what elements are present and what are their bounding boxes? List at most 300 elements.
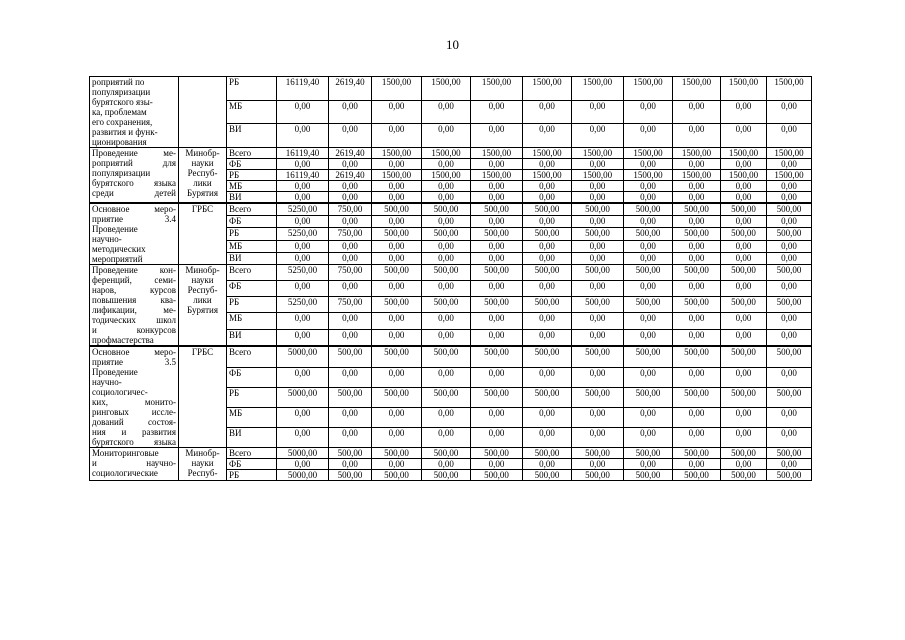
year-value-cell: 1500,00 [624,170,673,181]
year-value-cell: 0,00 [372,240,422,252]
year-value-cell: 0,00 [372,252,422,264]
funding-source-cell: ВИ [227,252,277,264]
year-value-cell: 0,00 [572,192,624,204]
year-value-cell: 0,00 [767,159,812,170]
year-value-cell: 500,00 [372,297,422,313]
total-value-cell: 0,00 [277,159,329,170]
total-value-cell: 0,00 [277,459,329,470]
year-value-cell: 1500,00 [572,148,624,159]
executor-cell [179,77,227,148]
year-value-cell: 0,00 [471,216,523,228]
year-value-cell: 500,00 [471,387,523,407]
year-value-cell: 0,00 [422,159,471,170]
total-value-cell: 0,00 [277,329,329,346]
year-value-cell: 0,00 [721,216,767,228]
year-value-cell: 2619,40 [329,77,372,101]
year-value-cell: 500,00 [329,346,372,367]
funding-source-cell: ФБ [227,459,277,470]
year-value-cell: 0,00 [329,124,372,148]
funding-source-cell: Всего [227,203,277,216]
funding-source-cell: МБ [227,407,277,427]
year-value-cell: 500,00 [329,387,372,407]
total-value-cell: 0,00 [277,240,329,252]
year-value-cell: 500,00 [523,387,572,407]
year-value-cell: 0,00 [372,100,422,124]
year-value-cell: 0,00 [767,407,812,427]
year-value-cell: 0,00 [523,192,572,204]
year-value-cell: 500,00 [523,297,572,313]
year-value-cell: 0,00 [523,367,572,387]
year-value-cell: 1500,00 [767,148,812,159]
year-value-cell: 0,00 [572,240,624,252]
year-value-cell: 1500,00 [471,148,523,159]
year-value-cell: 500,00 [471,203,523,216]
activity-name-cell: Мониторинговые и научно- социологические [90,448,179,481]
year-value-cell: 500,00 [422,265,471,281]
year-value-cell: 500,00 [523,470,572,481]
total-value-cell: 0,00 [277,427,329,447]
year-value-cell: 0,00 [372,459,422,470]
year-value-cell: 0,00 [372,281,422,297]
year-value-cell: 0,00 [673,100,721,124]
year-value-cell: 0,00 [329,240,372,252]
year-value-cell: 0,00 [372,427,422,447]
total-value-cell: 16119,40 [277,170,329,181]
year-value-cell: 0,00 [673,459,721,470]
year-value-cell: 0,00 [673,407,721,427]
year-value-cell: 500,00 [372,265,422,281]
year-value-cell: 0,00 [572,159,624,170]
page-number: 10 [446,37,459,52]
year-value-cell: 500,00 [673,297,721,313]
total-value-cell: 0,00 [277,367,329,387]
year-value-cell: 0,00 [721,159,767,170]
year-value-cell: 1500,00 [523,170,572,181]
total-value-cell: 5250,00 [277,203,329,216]
funding-source-cell: ФБ [227,159,277,170]
year-value-cell: 0,00 [523,427,572,447]
year-value-cell: 0,00 [721,252,767,264]
year-value-cell: 750,00 [329,297,372,313]
year-value-cell: 500,00 [767,228,812,240]
year-value-cell: 500,00 [624,448,673,459]
table-body [90,77,812,481]
year-value-cell: 0,00 [329,367,372,387]
year-value-cell: 500,00 [422,228,471,240]
year-value-cell: 0,00 [624,216,673,228]
year-value-cell: 500,00 [372,387,422,407]
year-value-cell: 500,00 [572,297,624,313]
year-value-cell: 1500,00 [471,77,523,101]
year-value-cell: 0,00 [523,407,572,427]
total-value-cell: 0,00 [277,281,329,297]
funding-source-cell: Всего [227,148,277,159]
year-value-cell: 0,00 [673,181,721,192]
funding-source-cell: Всего [227,448,277,459]
funding-source-cell: РБ [227,228,277,240]
year-value-cell: 1500,00 [721,170,767,181]
funding-source-cell: МБ [227,181,277,192]
year-value-cell: 0,00 [329,407,372,427]
funding-source-cell: ФБ [227,216,277,228]
funding-source-cell: МБ [227,313,277,329]
year-value-cell: 500,00 [572,228,624,240]
year-value-cell: 0,00 [624,329,673,346]
total-value-cell: 0,00 [277,313,329,329]
year-value-cell: 0,00 [523,281,572,297]
year-value-cell: 500,00 [673,203,721,216]
year-value-cell: 0,00 [523,240,572,252]
year-value-cell: 0,00 [673,367,721,387]
year-value-cell: 0,00 [372,407,422,427]
year-value-cell: 500,00 [721,470,767,481]
activity-name-cell: роприятий по популяризации бурятского язы- ка, проблемам его сохранения, развития и функ- ционирования [90,77,179,148]
year-value-cell: 500,00 [624,265,673,281]
activity-name-cell: Основное меро- приятие 3.4 Проведение научно- методических мероприятий [90,203,179,265]
budget-table [89,76,812,481]
year-value-cell: 500,00 [673,346,721,367]
activity-name-cell: Проведение кон- ференций, семи- наров, курсов повышения ква- лификации, ме- тодических школ и конкурсов профмастерства [90,265,179,347]
year-value-cell: 0,00 [422,252,471,264]
year-value-cell: 0,00 [523,459,572,470]
year-value-cell: 0,00 [721,281,767,297]
year-value-cell: 500,00 [572,265,624,281]
year-value-cell: 500,00 [624,228,673,240]
funding-source-cell: Всего [227,346,277,367]
year-value-cell: 500,00 [523,203,572,216]
year-value-cell: 0,00 [767,124,812,148]
year-value-cell: 500,00 [372,346,422,367]
year-value-cell: 500,00 [721,297,767,313]
executor-cell: ГРБС [179,203,227,265]
year-value-cell: 0,00 [372,159,422,170]
year-value-cell: 0,00 [572,181,624,192]
year-value-cell: 0,00 [767,427,812,447]
year-value-cell: 0,00 [673,240,721,252]
year-value-cell: 0,00 [523,252,572,264]
executor-cell: Минобр- науки Респуб- лики Бурятия [179,148,227,204]
year-value-cell: 0,00 [767,313,812,329]
year-value-cell: 0,00 [471,192,523,204]
year-value-cell: 0,00 [372,192,422,204]
year-value-cell: 0,00 [329,100,372,124]
year-value-cell: 500,00 [372,470,422,481]
year-value-cell: 1500,00 [523,77,572,101]
total-value-cell: 0,00 [277,192,329,204]
year-value-cell: 0,00 [673,252,721,264]
year-value-cell: 750,00 [329,203,372,216]
year-value-cell: 0,00 [624,252,673,264]
year-value-cell: 0,00 [471,281,523,297]
funding-source-cell: ВИ [227,124,277,148]
year-value-cell: 0,00 [422,124,471,148]
year-value-cell: 0,00 [624,427,673,447]
year-value-cell: 0,00 [624,459,673,470]
year-value-cell: 500,00 [767,203,812,216]
funding-source-cell: РБ [227,170,277,181]
year-value-cell: 0,00 [422,100,471,124]
year-value-cell: 0,00 [721,329,767,346]
year-value-cell: 500,00 [721,228,767,240]
table-row [90,265,812,281]
table-row [90,448,812,459]
year-value-cell: 1500,00 [422,77,471,101]
year-value-cell: 750,00 [329,228,372,240]
executor-cell: Минобр- науки Респуб- [179,448,227,481]
year-value-cell: 500,00 [422,470,471,481]
year-value-cell: 500,00 [572,470,624,481]
total-value-cell: 5250,00 [277,297,329,313]
funding-source-cell: ВИ [227,192,277,204]
year-value-cell: 1500,00 [673,77,721,101]
year-value-cell: 0,00 [422,192,471,204]
funding-source-cell: Всего [227,265,277,281]
year-value-cell: 0,00 [624,281,673,297]
year-value-cell: 500,00 [767,346,812,367]
year-value-cell: 0,00 [471,240,523,252]
total-value-cell: 5250,00 [277,228,329,240]
year-value-cell: 0,00 [767,459,812,470]
total-value-cell: 0,00 [277,216,329,228]
year-value-cell: 0,00 [572,124,624,148]
year-value-cell: 1500,00 [624,148,673,159]
year-value-cell: 0,00 [523,216,572,228]
year-value-cell: 0,00 [624,159,673,170]
year-value-cell: 0,00 [572,329,624,346]
year-value-cell: 0,00 [767,192,812,204]
total-value-cell: 0,00 [277,124,329,148]
funding-source-cell: РБ [227,470,277,481]
year-value-cell: 500,00 [624,346,673,367]
year-value-cell: 0,00 [471,329,523,346]
total-value-cell: 5250,00 [277,265,329,281]
year-value-cell: 1500,00 [422,170,471,181]
year-value-cell: 500,00 [471,470,523,481]
year-value-cell: 0,00 [673,329,721,346]
year-value-cell: 0,00 [624,407,673,427]
year-value-cell: 1500,00 [721,148,767,159]
year-value-cell: 0,00 [422,329,471,346]
year-value-cell: 0,00 [471,313,523,329]
funding-source-cell: ФБ [227,281,277,297]
year-value-cell: 0,00 [372,216,422,228]
year-value-cell: 0,00 [767,181,812,192]
year-value-cell: 0,00 [673,281,721,297]
year-value-cell: 0,00 [471,100,523,124]
year-value-cell: 0,00 [372,181,422,192]
year-value-cell: 0,00 [721,313,767,329]
year-value-cell: 500,00 [721,346,767,367]
year-value-cell: 500,00 [673,228,721,240]
year-value-cell: 0,00 [523,124,572,148]
year-value-cell: 0,00 [422,313,471,329]
year-value-cell: 0,00 [721,459,767,470]
funding-source-cell: РБ [227,77,277,101]
year-value-cell: 500,00 [721,203,767,216]
year-value-cell: 0,00 [329,459,372,470]
year-value-cell: 1500,00 [572,170,624,181]
funding-source-cell: МБ [227,240,277,252]
year-value-cell: 500,00 [572,448,624,459]
year-value-cell: 0,00 [329,281,372,297]
year-value-cell: 0,00 [721,427,767,447]
year-value-cell: 0,00 [422,281,471,297]
year-value-cell: 750,00 [329,265,372,281]
executor-cell: Минобр- науки Респуб- лики Бурятия [179,265,227,347]
year-value-cell: 0,00 [329,427,372,447]
year-value-cell: 500,00 [673,448,721,459]
funding-source-cell: МБ [227,100,277,124]
year-value-cell: 0,00 [572,281,624,297]
year-value-cell: 0,00 [422,216,471,228]
year-value-cell: 0,00 [624,192,673,204]
total-value-cell: 16119,40 [277,148,329,159]
total-value-cell: 5000,00 [277,470,329,481]
year-value-cell: 500,00 [422,297,471,313]
year-value-cell: 500,00 [673,265,721,281]
year-value-cell: 0,00 [372,124,422,148]
year-value-cell: 500,00 [471,448,523,459]
year-value-cell: 0,00 [673,427,721,447]
year-value-cell: 0,00 [329,216,372,228]
year-value-cell: 500,00 [624,203,673,216]
year-value-cell: 1500,00 [372,77,422,101]
year-value-cell: 500,00 [673,387,721,407]
year-value-cell: 500,00 [624,297,673,313]
year-value-cell: 1500,00 [372,148,422,159]
year-value-cell: 1500,00 [767,170,812,181]
year-value-cell: 0,00 [673,159,721,170]
year-value-cell: 2619,40 [329,148,372,159]
year-value-cell: 0,00 [471,124,523,148]
funding-source-cell: РБ [227,297,277,313]
year-value-cell: 0,00 [471,407,523,427]
total-value-cell: 5000,00 [277,387,329,407]
year-value-cell: 500,00 [422,387,471,407]
total-value-cell: 0,00 [277,407,329,427]
year-value-cell: 2619,40 [329,170,372,181]
year-value-cell: 0,00 [422,407,471,427]
funding-source-cell: ФБ [227,367,277,387]
year-value-cell: 500,00 [721,265,767,281]
year-value-cell: 500,00 [572,203,624,216]
year-value-cell: 0,00 [767,252,812,264]
year-value-cell: 0,00 [767,100,812,124]
executor-cell: ГРБС [179,346,227,448]
year-value-cell: 0,00 [372,367,422,387]
year-value-cell: 500,00 [372,203,422,216]
year-value-cell: 500,00 [329,448,372,459]
year-value-cell: 0,00 [572,367,624,387]
year-value-cell: 0,00 [329,313,372,329]
funding-source-cell: ВИ [227,329,277,346]
year-value-cell: 0,00 [523,181,572,192]
year-value-cell: 0,00 [572,313,624,329]
year-value-cell: 500,00 [721,448,767,459]
year-value-cell: 500,00 [471,265,523,281]
year-value-cell: 0,00 [329,329,372,346]
year-value-cell: 0,00 [523,313,572,329]
year-value-cell: 0,00 [767,329,812,346]
year-value-cell: 1500,00 [721,77,767,101]
year-value-cell: 1500,00 [767,77,812,101]
year-value-cell: 500,00 [767,470,812,481]
year-value-cell: 0,00 [372,329,422,346]
year-value-cell: 500,00 [471,228,523,240]
table-row [90,77,812,101]
year-value-cell: 500,00 [624,387,673,407]
year-value-cell: 500,00 [572,387,624,407]
year-value-cell: 0,00 [471,459,523,470]
year-value-cell: 500,00 [523,228,572,240]
year-value-cell: 0,00 [422,367,471,387]
table-row [90,148,812,159]
total-value-cell: 5000,00 [277,448,329,459]
year-value-cell: 0,00 [329,252,372,264]
year-value-cell: 0,00 [624,181,673,192]
year-value-cell: 0,00 [721,407,767,427]
year-value-cell: 1500,00 [673,170,721,181]
total-value-cell: 16119,40 [277,77,329,101]
year-value-cell: 0,00 [572,100,624,124]
year-value-cell: 0,00 [624,240,673,252]
year-value-cell: 0,00 [572,459,624,470]
year-value-cell: 0,00 [329,181,372,192]
year-value-cell: 0,00 [673,192,721,204]
year-value-cell: 500,00 [624,470,673,481]
year-value-cell: 500,00 [523,265,572,281]
year-value-cell: 1500,00 [673,148,721,159]
year-value-cell: 0,00 [572,252,624,264]
year-value-cell: 0,00 [721,124,767,148]
year-value-cell: 0,00 [422,181,471,192]
year-value-cell: 0,00 [372,313,422,329]
year-value-cell: 0,00 [471,181,523,192]
year-value-cell: 0,00 [471,367,523,387]
year-value-cell: 500,00 [372,448,422,459]
year-value-cell: 0,00 [523,329,572,346]
year-value-cell: 0,00 [673,124,721,148]
year-value-cell: 1500,00 [471,170,523,181]
year-value-cell: 0,00 [721,367,767,387]
year-value-cell: 500,00 [523,346,572,367]
year-value-cell: 500,00 [767,265,812,281]
year-value-cell: 0,00 [471,427,523,447]
year-value-cell: 500,00 [673,470,721,481]
year-value-cell: 500,00 [372,228,422,240]
year-value-cell: 0,00 [721,192,767,204]
funding-source-cell: РБ [227,387,277,407]
year-value-cell: 1500,00 [422,148,471,159]
table-row [90,346,812,367]
total-value-cell: 0,00 [277,181,329,192]
year-value-cell: 0,00 [624,124,673,148]
year-value-cell: 500,00 [329,470,372,481]
year-value-cell: 500,00 [767,297,812,313]
year-value-cell: 500,00 [767,448,812,459]
year-value-cell: 500,00 [422,346,471,367]
year-value-cell: 0,00 [471,159,523,170]
year-value-cell: 0,00 [329,192,372,204]
year-value-cell: 0,00 [422,427,471,447]
year-value-cell: 500,00 [422,448,471,459]
year-value-cell: 0,00 [624,313,673,329]
year-value-cell: 0,00 [471,252,523,264]
year-value-cell: 0,00 [422,240,471,252]
year-value-cell: 0,00 [624,100,673,124]
year-value-cell: 0,00 [523,159,572,170]
year-value-cell: 0,00 [673,216,721,228]
